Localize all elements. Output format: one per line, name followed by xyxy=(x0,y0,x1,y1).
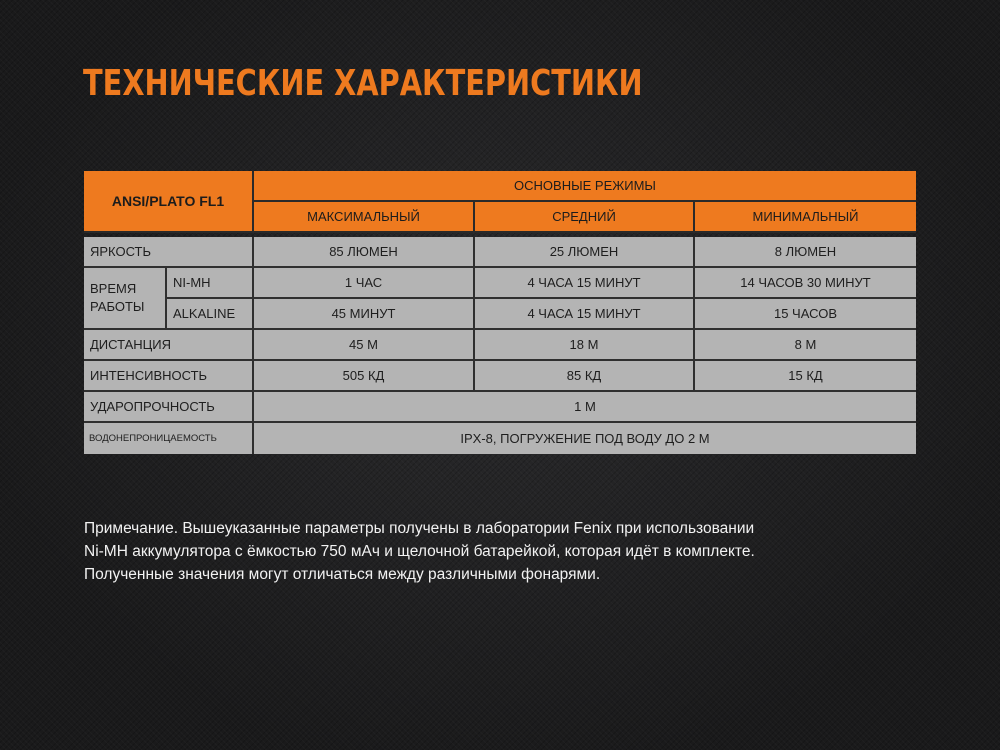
cell-nimh-medium: 4 ЧАСА 15 МИНУТ xyxy=(475,268,695,299)
cell-brightness-max: 85 ЛЮМЕН xyxy=(254,237,475,268)
row-label-alkaline: ALKALINE xyxy=(167,299,254,330)
cell-waterproof-value: IPX-8, ПОГРУЖЕНИЕ ПОД ВОДУ ДО 2 М xyxy=(254,423,916,454)
table-header-row xyxy=(84,171,916,202)
table-row-distance xyxy=(84,330,916,361)
page-title: ТЕХНИЧЕСКИЕ ХАРАКТЕРИСТИКИ xyxy=(83,63,643,104)
cell-nimh-max: 1 ЧАС xyxy=(254,268,475,299)
row-label-impact: УДАРОПРОЧНОСТЬ xyxy=(84,392,254,423)
row-label-intensity: ИНТЕНСИВНОСТЬ xyxy=(84,361,254,392)
cell-intensity-medium: 85 КД xyxy=(475,361,695,392)
cell-distance-min: 8 М xyxy=(695,330,916,361)
row-label-nimh: NI-MH xyxy=(167,268,254,299)
row-label-brightness: ЯРКОСТЬ xyxy=(84,237,254,268)
table-row-brightness xyxy=(84,237,916,268)
table-row-runtime-nimh xyxy=(84,268,916,299)
footnote-line: Ni-MH аккумулятора с ёмкостью 750 мАч и щелочной батарейкой, которая идёт в комплекте. xyxy=(84,543,755,560)
footnote xyxy=(84,517,944,586)
row-label-waterproof: ВОДОНЕПРОНИЦАЕМОСТЬ xyxy=(84,423,254,454)
cell-alkaline-max: 45 МИНУТ xyxy=(254,299,475,330)
cell-brightness-min: 8 ЛЮМЕН xyxy=(695,237,916,268)
table-row-waterproof xyxy=(84,423,916,454)
table-row-runtime-alkaline xyxy=(84,299,916,330)
footnote-line: Полученные значения могут отличаться между различными фонарями. xyxy=(84,566,601,583)
cell-distance-medium: 18 М xyxy=(475,330,695,361)
footnote-line: Примечание. Вышеуказанные параметры получены в лаборатории Fenix при использовании xyxy=(84,520,755,537)
mode-max: МАКСИМАЛЬНЫЙ xyxy=(254,202,475,233)
specifications-table xyxy=(84,171,916,454)
cell-impact-value: 1 М xyxy=(254,392,916,423)
row-label-runtime xyxy=(84,268,167,330)
modes-header: ОСНОВНЫЕ РЕЖИМЫ xyxy=(254,171,916,202)
cell-distance-max: 45 М xyxy=(254,330,475,361)
table-row-intensity xyxy=(84,361,916,392)
cell-brightness-medium: 25 ЛЮМЕН xyxy=(475,237,695,268)
cell-alkaline-min: 15 ЧАСОВ xyxy=(695,299,916,330)
cell-intensity-min: 15 КД xyxy=(695,361,916,392)
standard-label: ANSI/PLATO FL1 xyxy=(84,171,254,233)
cell-nimh-min: 14 ЧАСОВ 30 МИНУТ xyxy=(695,268,916,299)
row-label-distance: ДИСТАНЦИЯ xyxy=(84,330,254,361)
mode-min: МИНИМАЛЬНЫЙ xyxy=(695,202,916,233)
table-row-impact xyxy=(84,392,916,423)
runtime-label-line2: РАБОТЫ xyxy=(90,299,145,314)
cell-alkaline-medium: 4 ЧАСА 15 МИНУТ xyxy=(475,299,695,330)
runtime-label-line1: ВРЕМЯ xyxy=(90,281,137,296)
mode-medium: СРЕДНИЙ xyxy=(475,202,695,233)
cell-intensity-max: 505 КД xyxy=(254,361,475,392)
